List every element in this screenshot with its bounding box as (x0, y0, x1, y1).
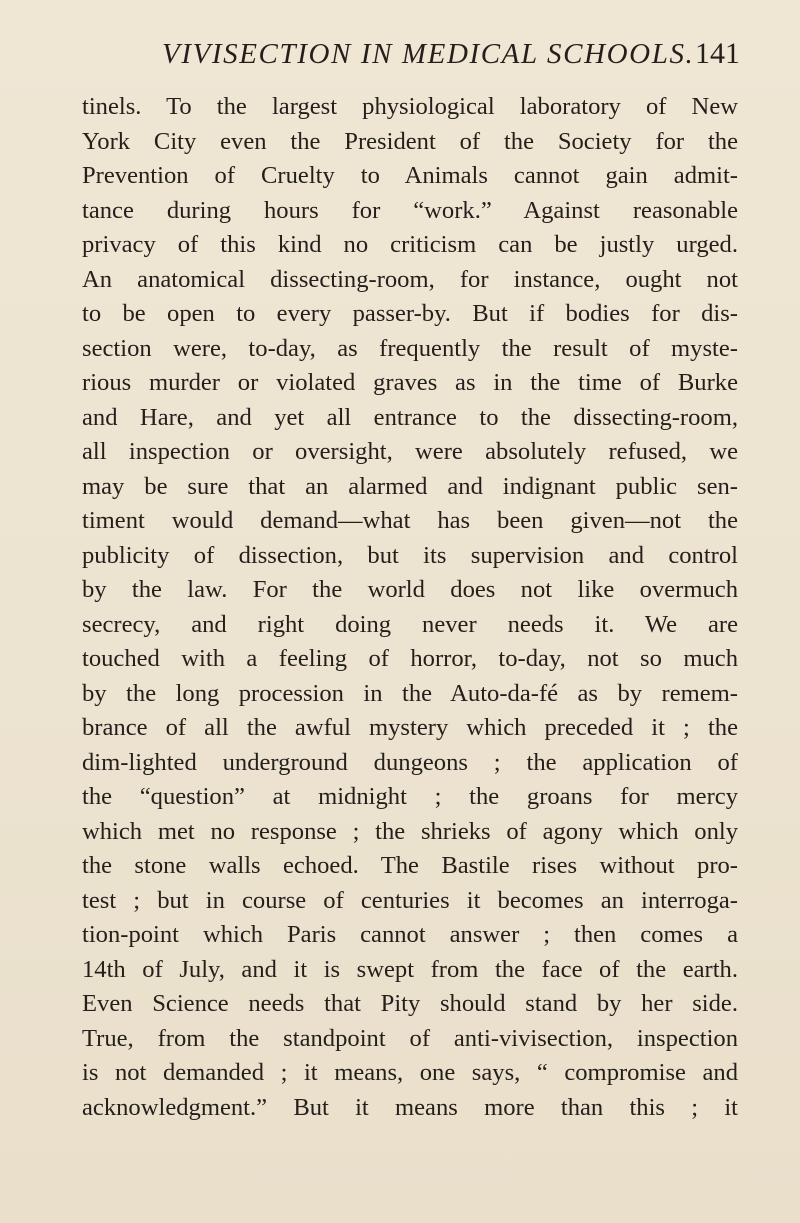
text-line: touched with a feeling of horror, to-day, not so much (82, 645, 738, 672)
text-line: and Hare, and yet all entrance to the dissecting-room, (82, 403, 738, 431)
text-line: tinels. To the largest physiological laboratory of New (82, 93, 738, 120)
text-line: timent would demand—what has been given—not the (82, 507, 738, 534)
text-line: the “question” at midnight ; the groans for mercy (82, 783, 738, 810)
running-head: VIVISECTION IN MEDICAL SCHOOLS. (162, 38, 695, 70)
text-line: which met no response ; the shrieks of agony which only (82, 817, 738, 845)
text-line: An anatomical dissecting-room, for instance, ought not (82, 265, 738, 293)
text-line: test ; but in course of centuries it becomes an interroga- (82, 886, 738, 914)
text-line: may be sure that an alarmed and indignant public sen- (82, 472, 738, 500)
text-line: Prevention of Cruelty to Animals cannot gain admit- (82, 162, 738, 189)
text-line: privacy of this kind no criticism can be justly urged. (82, 231, 738, 258)
text-line: tance during hours for “work.” Against reasonable (82, 196, 738, 224)
text-line: York City even the President of the Society for the (82, 127, 738, 155)
text-line: True, from the standpoint of anti-vivisection, inspection (82, 1024, 738, 1052)
text-line: all inspection or oversight, were absolutely refused, we (82, 438, 738, 465)
text-line: by the long procession in the Auto-da-fé as by remem- (82, 679, 738, 707)
text-line: the stone walls echoed. The Bastile rises without pro- (82, 852, 738, 879)
text-line: 14th of July, and it is swept from the face of the earth. (82, 955, 738, 983)
page-header (82, 32, 740, 76)
body-text (82, 90, 738, 1125)
text-line: brance of all the awful mystery which preceded it ; the (82, 714, 738, 741)
text-line: tion-point which Paris cannot answer ; then comes a (82, 921, 738, 948)
text-line: publicity of dissection, but its supervision and control (82, 541, 738, 569)
page-number: 141 (695, 37, 740, 70)
text-line: is not demanded ; it means, one says, “ compromise and (82, 1059, 738, 1086)
text-line: section were, to-day, as frequently the result of myste- (82, 334, 738, 362)
text-line: dim-lighted underground dungeons ; the application of (82, 748, 738, 776)
text-line: acknowledgment.” But it means more than this ; it (82, 1093, 738, 1121)
text-line: secrecy, and right doing never needs it. We are (82, 610, 738, 638)
text-line: rious murder or violated graves as in the time of Burke (82, 369, 738, 396)
text-line: by the law. For the world does not like overmuch (82, 576, 738, 603)
text-line: Even Science needs that Pity should stand by her side. (82, 990, 738, 1017)
text-line: to be open to every passer-by. But if bodies for dis- (82, 300, 738, 327)
